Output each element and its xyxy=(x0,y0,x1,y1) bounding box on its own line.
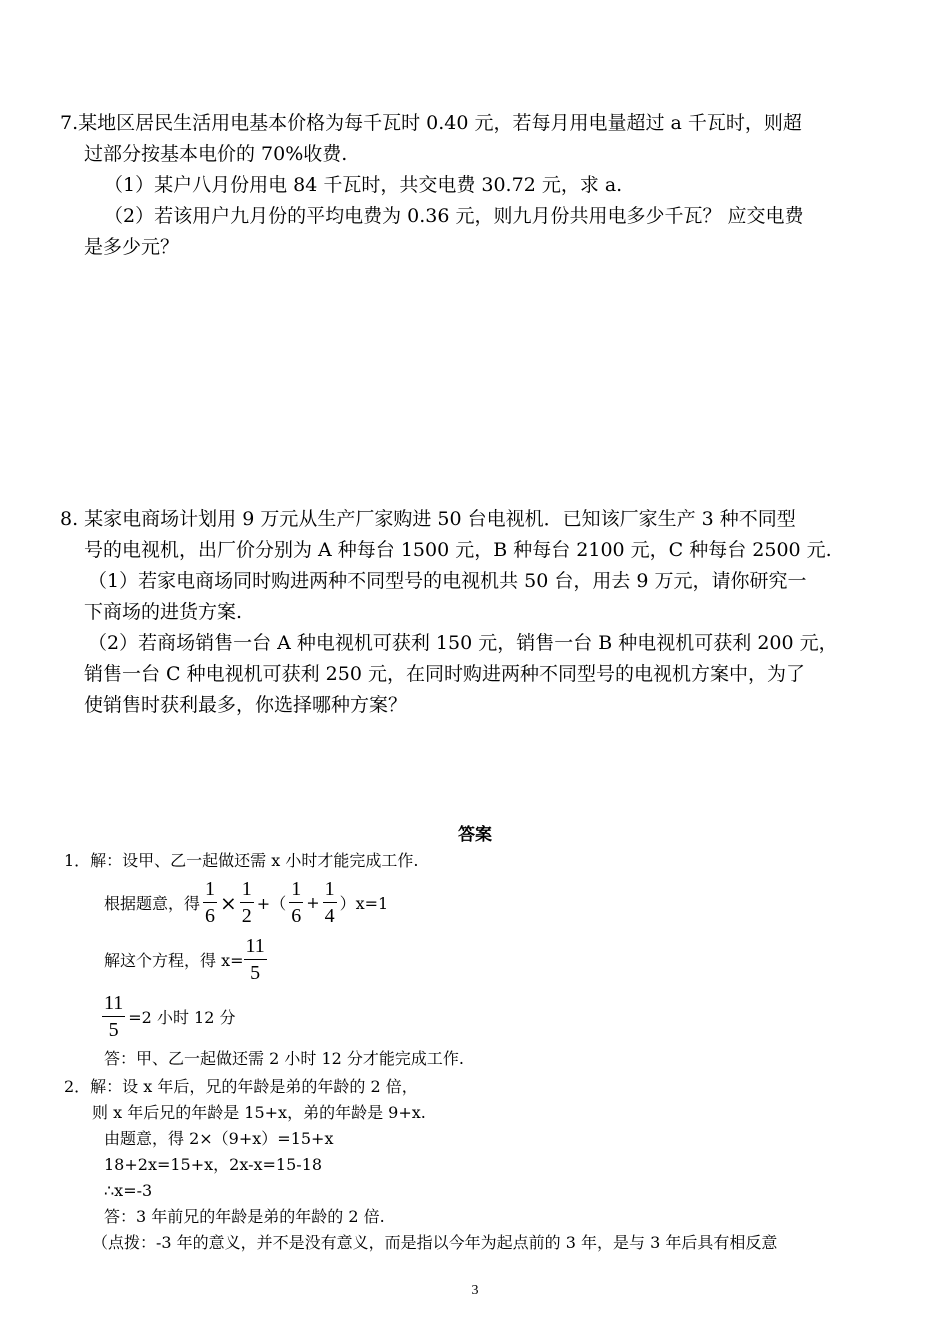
a1-solve-line xyxy=(104,935,270,984)
fraction-1-2 xyxy=(240,878,254,927)
a1-eq-suffix: ）x=1 xyxy=(339,894,389,913)
q7-line-2: 过部分按基本电价的 70%收费. xyxy=(84,143,348,165)
fraction-bar xyxy=(240,902,254,903)
a1-line-1: 1．解：设甲、乙一起做还需 x 小时才能完成工作. xyxy=(64,851,419,870)
q8-line-2: 号的电视机，出厂价分别为 A 种每台 1500 元，B 种每台 2100 元，C 种每台 2500 元. xyxy=(84,539,832,561)
plus-sign: + xyxy=(306,893,320,912)
a2-line-7: （点拨：-3 年的意义，并不是没有意义，而是指以今年为起点前的 3 年，是与 3 年后具有相反意 xyxy=(92,1233,778,1252)
fraction-denominator: 4 xyxy=(324,905,335,927)
q8-part-1: （1）若家电商场同时购进两种不同型号的电视机共 50 台，用去 9 万元，请你研究一 xyxy=(88,570,807,592)
a2-line-2: 则 x 年后兄的年龄是 15+x，弟的年龄是 9+x. xyxy=(92,1103,426,1122)
q7-line-5: 是多少元？ xyxy=(84,236,180,258)
fraction-numerator: 1 xyxy=(291,878,302,900)
a2-line-5: ∴x=-3 xyxy=(104,1181,153,1200)
q8-line-6: 销售一台 C 种电视机可获利 250 元，在同时购进两种不同型号的电视机方案中，为了 xyxy=(84,663,805,685)
a2-line-3: 由题意，得 2×（9+x）=15+x xyxy=(104,1129,334,1148)
fraction-numerator: 1 xyxy=(324,878,335,900)
plus-open-paren: +（ xyxy=(256,894,287,913)
a1-eq-prefix: 根据题意，得 xyxy=(104,894,201,913)
fraction-bar xyxy=(102,1016,125,1017)
q8-part-2: （2）若商场销售一台 A 种电视机可获利 150 元，销售一台 B 种电视机可获利 200 元， xyxy=(88,632,838,654)
fraction-numerator: 11 xyxy=(245,935,265,957)
q7-part-1: （1）某户八月份用电 84 千瓦时，共交电费 30.72 元，求 a. xyxy=(104,174,623,196)
fraction-denominator: 2 xyxy=(241,905,252,927)
answer-2 xyxy=(64,1074,894,1256)
a1-solve-prefix: 解这个方程，得 x= xyxy=(104,951,244,970)
fraction-bar xyxy=(323,902,337,903)
fraction-bar xyxy=(203,902,217,903)
fraction-denominator: 5 xyxy=(250,962,261,984)
a1-answer: 答：甲、乙一起做还需 2 小时 12 分才能完成工作. xyxy=(104,1049,464,1068)
q7-part-2: （2）若该用户九月份的平均电费为 0.36 元，则九月份共用电多少千瓦？ 应交电费 xyxy=(104,205,804,227)
fraction-11-5 xyxy=(244,935,267,984)
fraction-denominator: 5 xyxy=(108,1019,119,1041)
fraction-1-4 xyxy=(323,878,337,927)
a2-line-1: 2．解：设 x 年后，兄的年龄是弟的年龄的 2 倍， xyxy=(64,1077,418,1096)
page-number: 3 xyxy=(471,1283,479,1298)
a1-equation xyxy=(104,878,388,927)
a2-line-4: 18+2x=15+x，2x-x=15-18 xyxy=(104,1155,323,1174)
fraction-numerator: 1 xyxy=(205,878,216,900)
fraction-1-6 xyxy=(203,878,217,927)
times-sign: × xyxy=(220,890,237,915)
question-8 xyxy=(60,504,890,721)
a1-convert-suffix: =2 小时 12 分 xyxy=(128,1008,236,1027)
fraction-1-6-b xyxy=(289,878,303,927)
question-7 xyxy=(60,108,890,263)
a2-line-6: 答：3 年前兄的年龄是弟的年龄的 2 倍. xyxy=(104,1207,385,1226)
fraction-numerator: 11 xyxy=(104,992,124,1014)
fraction-numerator: 1 xyxy=(241,878,252,900)
a1-conclusion xyxy=(104,1046,934,1072)
fraction-denominator: 6 xyxy=(291,905,302,927)
fraction-denominator: 6 xyxy=(205,905,216,927)
fraction-11-5-b xyxy=(102,992,125,1041)
a1-convert-line xyxy=(102,992,235,1041)
fraction-bar xyxy=(289,902,303,903)
answer-1-intro xyxy=(64,848,894,874)
q8-line-1: 8. 某家电商场计划用 9 万元从生产厂家购进 50 台电视机．已知该厂家生产 3 种不同型 xyxy=(60,508,796,530)
answers-heading: 答案 xyxy=(458,825,492,845)
fraction-bar xyxy=(244,959,267,960)
q8-line-7: 使销售时获利最多，你选择哪种方案？ xyxy=(84,694,408,716)
q7-line-1: 7.某地区居民生活用电基本价格为每千瓦时 0.40 元，若每月用电量超过 a 千瓦时，则超 xyxy=(60,112,802,134)
q8-line-4: 下商场的进货方案. xyxy=(84,601,243,623)
